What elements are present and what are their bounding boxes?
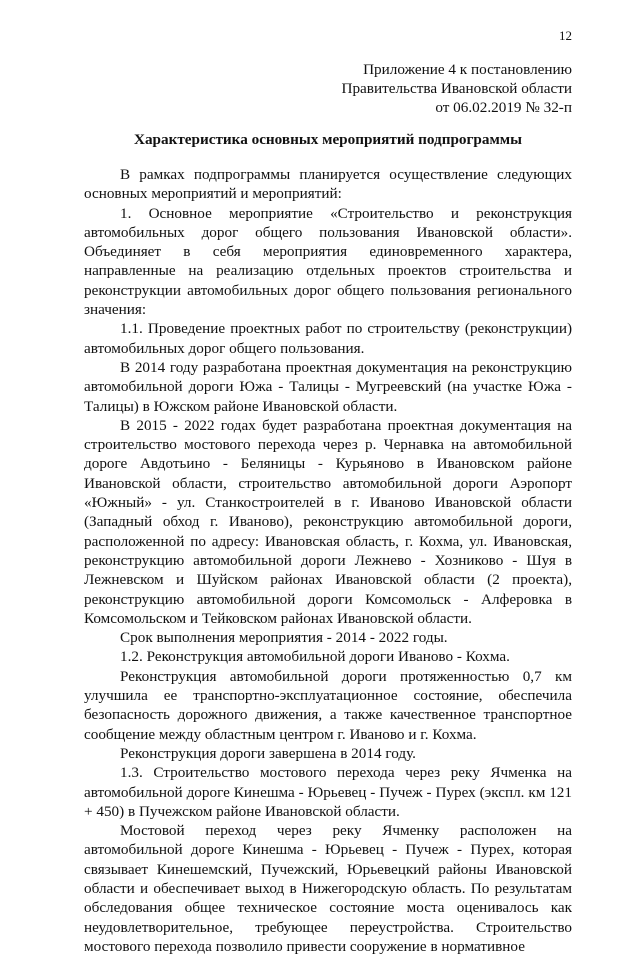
paragraph: В рамках подпрограммы планируется осуществление следующих основных мероприятий и мероприятий: <box>84 166 572 203</box>
document-body <box>84 165 572 956</box>
page-number: 12 <box>559 28 572 43</box>
paragraph: В 2015 - 2022 годах будет разработана проектная документация на строительство мостового перехода через р. Чернавка на автомобильной дороге Авдотьино - Беляницы - Курьяново в Ивановском районе Ивановской области, строительство автомобильной дороги Аэропорт «Южный» - ул. Станкостроителей в г. Иваново Ивановской области (Западный обход г. Иваново), реконструкцию автомобильной дороги, расположенной по адресу: Ивановская область, г. Кохма, ул. Ивановская, реконструкцию автомобильной дороги Лежнево - Хозниково - Шуя в Лежневском и Шуйском районах Ивановской области (2 проекта), реконструкцию автомобильной дороги Комсомольск - Алферовка в Комсомольском и Тейковском районах Ивановской области. <box>84 416 572 627</box>
paragraph: 1.3. Строительство мостового перехода через реку Ячменка на автомобильной дороге Кинешма - Юрьевец - Пучеж - Пурех (экспл. км 121 + 450) в Пучежском районе Ивановской области. <box>84 764 572 820</box>
paragraph: В 2014 году разработана проектная документация на реконструкцию автомобильной дороги Южа - Талицы - Мугреевский (на участке Южа - Талицы) в Южском районе Ивановской области. <box>84 358 572 415</box>
appendix-line-3: от 06.02.2019 № 32-п <box>435 99 572 116</box>
paragraph: Реконструкция автомобильной дороги протяженностью 0,7 км улучшила ее транспортно-эксплуатационное состояние, обеспечила безопасность дорожного движения, а также качественное транспортное сообщение между областным центром г. Иваново и г. Кохма. <box>84 667 572 743</box>
appendix-line-1: Приложение 4 к постановлению <box>363 61 572 78</box>
paragraph: Реконструкция дороги завершена в 2014 году. <box>120 744 416 762</box>
paragraph: Мостовой переход через реку Ячменку расположен на автомобильной дороге Кинешма - Юрьевец - Пучеж - Пурех, которая связывает Кинешемский, Пучежский, Юрьевецкий районы Ивановской области и обеспечивает выход в Нижегородскую область. По результатам обследования общее техническое состояние моста оценивалось как неудовлетворительное, требующее переустройства. Строительство мостового перехода позволило привести сооружение в нормативное <box>84 822 572 955</box>
paragraph: 1.1. Проведение проектных работ по строительству (реконструкции) автомобильных дорог общего пользования. <box>84 320 572 357</box>
appendix-header <box>342 60 573 117</box>
document-title: Характеристика основных мероприятий подпрограммы <box>133 131 523 148</box>
paragraph: 1. Основное мероприятие «Строительство и реконструкция автомобильных дорог общего пользования Ивановской области». Объединяет в себя мероприятия единовременного характера, направленные на реализацию отдельных проектов строительства и реконструкции автомобильных дорог общего пользования регионального значения: <box>84 204 572 319</box>
appendix-line-2: Правительства Ивановской области <box>341 80 572 97</box>
paragraph: 1.2. Реконструкция автомобильной дороги Иваново - Кохма. <box>120 648 510 666</box>
paragraph: Срок выполнения мероприятия - 2014 - 2022 годы. <box>120 629 448 647</box>
